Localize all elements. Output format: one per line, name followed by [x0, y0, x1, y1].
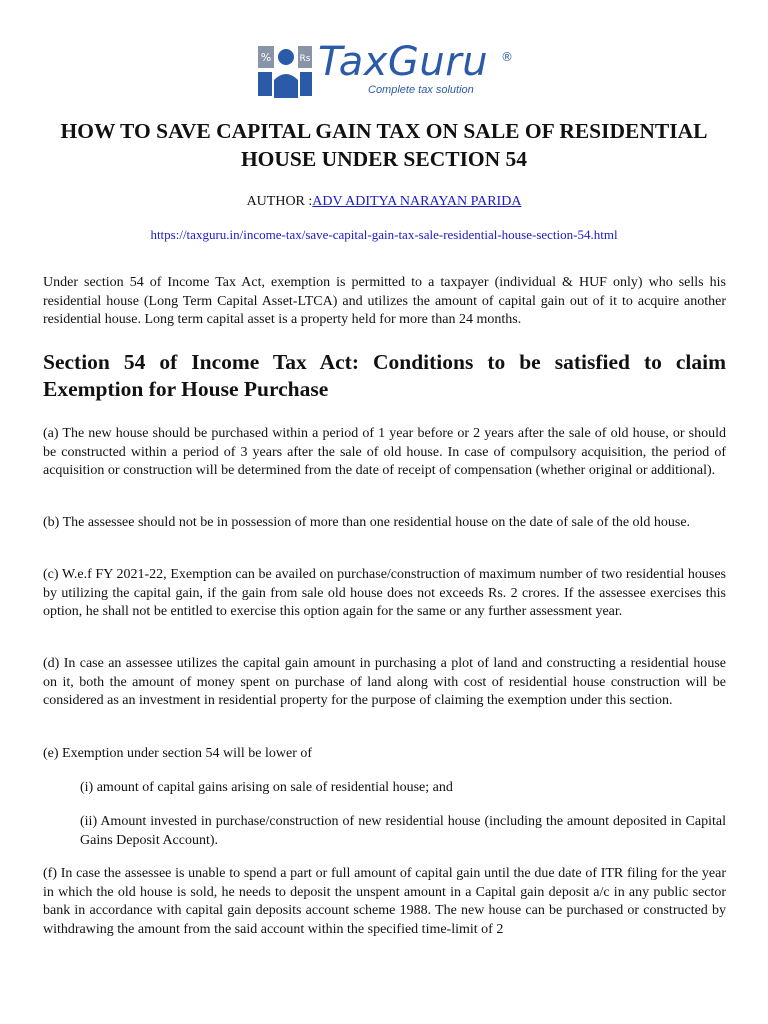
svg-text:Rs: Rs — [299, 54, 311, 64]
logo-wordmark: TaxGuru — [318, 39, 489, 85]
author-line — [0, 193, 768, 211]
section-heading: Section 54 of Income Tax Act: Conditions to be satisfied to claim Exemption for House Purchase — [43, 350, 726, 401]
condition-a: (a) The new house should be purchased within a period of 1 year before or 2 years after the sale of old house, or should be constructed within a period of 3 years after the sale of old house. In case of compulsory acquisition, the period of acquisition or construction will be determined from the date of receipt of compensation (whether original or additional). — [43, 426, 726, 478]
condition-c: (c) W.e.f FY 2021-22, Exemption can be availed on purchase/construction of maximum number of two residential houses by utilizing the capital gain, if the gain from sale old house does not exceeds Rs. 2 crores. If the assessee exercises this option, he shall not be entitled to exercise this option again for the same or any further assessment year. — [43, 567, 726, 619]
condition-e-ii: (ii) Amount invested in purchase/construction of new residential house (including the amount deposited in Capital Gains Deposit Account). — [80, 814, 726, 848]
taxguru-logo[interactable] — [256, 40, 526, 102]
intro-paragraph: Under section 54 of Income Tax Act, exemption is permitted to a taxpayer (individual & HUF only) who sells his residential house (Long Term Capital Asset-LTCA) and utilizes the amount of capital gain out of it to acquire another residential house. Long term capital asset is a property held for more than 24 months. — [43, 275, 726, 327]
condition-d: (d) In case an assessee utilizes the capital gain amount in purchasing a plot of land and constructing a residential house on it, both the amount of money spent on purchase of land along with cost of residential house construction will be considered as an investment in residential property for the purpose of claiming the exemption under this section. — [43, 656, 726, 708]
condition-e-i: (i) amount of capital gains arising on sale of residential house; and — [80, 780, 453, 795]
author-link[interactable]: ADV ADITYA NARAYAN PARIDA — [312, 194, 522, 209]
document-title: HOW TO SAVE CAPITAL GAIN TAX ON SALE OF RESIDENTIAL HOUSE UNDER SECTION 54 — [60, 119, 708, 171]
svg-text:%: % — [260, 51, 272, 64]
logo-tagline: Complete tax solution — [368, 84, 474, 96]
author-label: AUTHOR : — [246, 194, 313, 209]
registered-mark: ® — [501, 50, 513, 64]
article-url-link[interactable]: https://taxguru.in/income-tax/save-capital-gain-tax-sale-residential-house-section-54.html — [150, 227, 618, 242]
condition-f: (f) In case the assessee is unable to spend a part or full amount of capital gain until the due date of ITR filing for the year in which the old house is sold, he needs to deposit the unspent amount in a Capital gain deposit a/c in any public sector bank in accordance with capital gain deposits account scheme 1988. The new house can be purchased or constructed by withdrawing the amount from the said account within the specified time-limit of 2 — [43, 866, 726, 937]
condition-e: (e) Exemption under section 54 will be lower of — [43, 746, 313, 761]
condition-b: (b) The assessee should not be in possession of more than one residential house on the date of sale of the old house. — [43, 515, 691, 530]
taxguru-logo-icon — [256, 44, 314, 98]
